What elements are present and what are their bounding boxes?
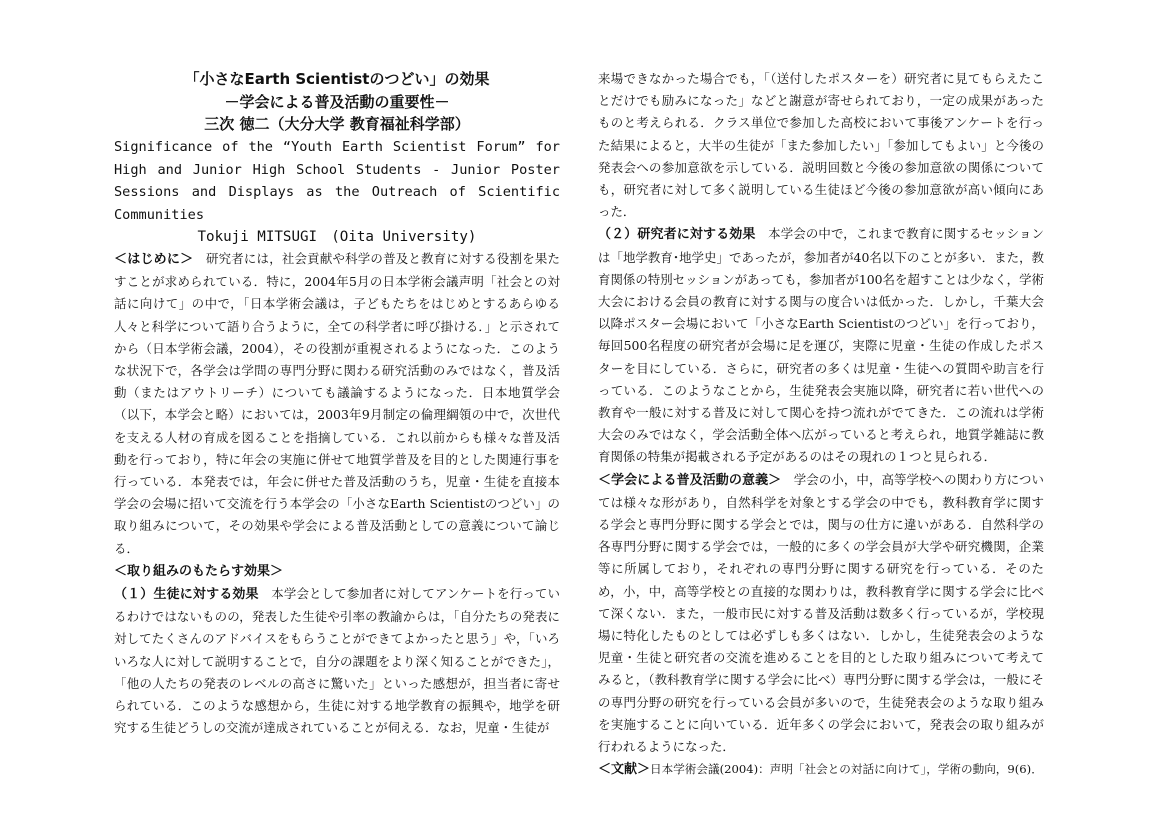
references-paragraph [598, 758, 1044, 781]
references-heading: ＜文献＞ [598, 762, 651, 778]
meaning-paragraph [598, 469, 1044, 759]
effects-heading: ＜取り組みのもたらす効果＞ [114, 563, 284, 579]
intro-paragraph [114, 248, 560, 560]
students-paragraph-continued: 来場できなかった場合でも，「（送付したポスターを）研究者に見てもらえたことだけでも励みになった」などと謝意が寄せられており，一定の成果があったものと考えられる．クラス単位で参加した高校において事後アンケートを行った結果によると，大半の生徒が「また参加したい」「参加してもよい」と今後の発表会への参加意欲を示している．説明回数と今後の参加意欲の関係についても，研究者に対して多く説明している生徒ほど今後の参加意欲が高い傾向にあった． [598, 71, 1044, 220]
researchers-heading: （２）研究者に対する効果 [598, 227, 756, 243]
japanese-subtitle: －学会による普及活動の重要性－ [224, 93, 450, 111]
right-column [598, 68, 1044, 782]
meaning-text: 学会の小，中，高等学校への関わり方については様々な形があり，自然科学を対象とする学会の中でも，教科教育学に関する学会と専門分野に関する学会とでは，関与の仕方に違いがある．自然科学の各専門分野に関する学会では，一般的に多くの学会員が大学や研究機関，企業等に所属しており，それぞれの専門分野に関する研究を行っている．そのため，小，中，高等学校との直接的な関わりは，教科教育学に関する学会に比べて深くない．また，一般市民に対する普及活動は数多く行っているが，学校現場に特化したものとしては必ずしも多くはない．しかし，生徒発表会のような児童・生徒と研究者の交流を進めることを目的とした取り組みについて考えてみると，（教科教育学に関する学会に比べ）専門分野に関する学会は，一般にその専門分野の研究を行っている会員が多いので，生徒発表会のような取り組みを実施することに向いている．近年多くの学会において，発表会の取り組みが行われるようになった． [598, 471, 1044, 755]
students-heading: （１）生徒に対する効果 [114, 587, 259, 603]
meaning-heading: ＜学会による普及活動の意義＞ [598, 472, 782, 488]
english-title: Significance of the “Youth Earth Scientist Forum” for High and Junior High School Students - Junior Poster Sessions and Displays as the Outreach of Scientific Communities [114, 139, 560, 223]
japanese-author: 三次 徳二（大分大学 教育福祉科学部） [204, 115, 470, 133]
effects-heading-line [114, 560, 560, 583]
english-author: Tokuji MITSUGI (Oita University) [197, 229, 477, 245]
left-column [114, 68, 560, 739]
title-block [114, 68, 560, 135]
researchers-text: 本学会の中で，これまで教育に関するセッションは「地学教育･地学史」であったが，参加者が40名以下のことが多い．また，教育関係の特別セッションがあっても，参加者が100名を超すことは少なく，学術大会における会員の教育に対する関与の度合いは低かった．しかし，千葉大会以降ポスター会場において「小さなEarth Scientistのつどい」を行っており，毎回500名程度の研究者が会場に足を運び，実際に児童・生徒の作成したポスターを目にしている．さらに，研究者の多くは児童・生徒への質問や助言を行っている．このようなことから，生徒発表会実施以降，研究者に若い世代への教育や一般に対する普及に対して関心を持つ流れがでてきた．この流れは学術大会のみではなく，学会活動全体へ広がっていると考えられ，地質学雑誌に教育関係の特集が掲載される予定があるのはその現れの１つと見られる． [598, 226, 1044, 465]
intro-text: 研究者には，社会貢献や科学の普及と教育に対する役割を果たすことが求められている．特に，2004年5月の日本学術会議声明「社会との対話に向けて」の中で，「日本学術会議は，子どもたちをはじめとするあらゆる人々と科学について語り合うように，全ての科学者に呼び掛ける．」と示されてから（日本学術会議，2004），その役割が重視されるようになった．このような状況下で，各学会は学問の専門分野に関わる研究活動のみではなく，普及活動（またはアウトリーチ）についても議論するようになった．日本地質学会（以下，本学会と略）においては，2003年9月制定の倫理綱領の中で，次世代を支える人材の育成を図ることを指摘している．これ以前からも様々な普及活動を行っており，特に年会の実施に併せて地質学普及を目的とした関連行事を行っている．本発表では，年会に併せた普及活動のうち，児童・生徒を直接本学会の会場に招いて交流を行う本学会の「小さなEarth Scientistのつどい」の取り組みについて，その効果や学会による普及活動としての意義について論じる． [114, 251, 560, 556]
intro-heading: ＜はじめに＞ [114, 252, 194, 267]
researchers-paragraph [598, 223, 1044, 468]
japanese-title: 「小さなEarth Scientistのつどい」の効果 [184, 70, 490, 88]
reference-item: 日本学術会議(2004)：声明「社会との対話に向けて」，学術の動向，9(6)． [650, 762, 1043, 777]
students-paragraph [114, 583, 560, 739]
students-text: 本学会として参加者に対してアンケートを行っているわけではないものの，発表した生徒や引率の教諭からは，「自分たちの発表に対してたくさんのアドバイスをもらうことができてよかったと思う」や，「いろいろな人に対して説明することで，自分の課題をより深く知ることができた」，「他の人たちの発表のレベルの高さに驚いた」といった感想が，担当者に寄せられている．このような感想から，生徒に対する地学教育の振興や，地学を研究する生徒どうしの交流が達成されていることが伺える．なお，児童・生徒が [114, 586, 560, 736]
